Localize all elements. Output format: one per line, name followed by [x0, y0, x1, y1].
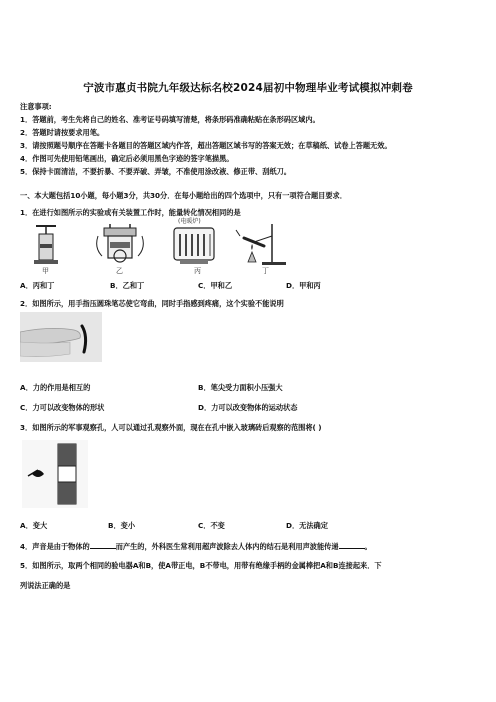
- notice-heading: 注意事项:: [20, 102, 52, 111]
- electric-heater-figure: [170, 224, 220, 266]
- figure-label-bing: 丙: [194, 267, 201, 275]
- finger-pen-photo: [20, 312, 102, 362]
- question-2-stem: 2．如图所示，用手指压圆珠笔芯使它弯曲，同时手指感到疼痛，这个实验不能说明: [20, 299, 284, 308]
- question-4-blank-1: [90, 542, 116, 549]
- notice-item-3: 3．请按照题号顺序在答题卡各题目的答题区域内作答，超出答题区域书写的答案无效；在草稿纸、试卷上答题无效。: [20, 141, 392, 150]
- heater-caption: (电暖炉): [178, 218, 201, 225]
- figure-label-yi: 乙: [116, 267, 123, 275]
- question-3-stem: 3．如图所示的军事观察孔，人可以通过孔观察外面，现在在孔中嵌入玻璃砖后观察的范围将( ): [20, 423, 322, 432]
- question-3-option-b: B．变小: [108, 521, 136, 530]
- question-4-blank-2: [339, 542, 365, 549]
- figure-label-jia: 甲: [42, 267, 49, 275]
- question-4-part-1: 4．声音是由于物体的: [20, 542, 90, 551]
- question-3-option-c: C．不变: [198, 521, 225, 530]
- question-4-stem: [20, 542, 372, 550]
- question-3-option-d: D．无法确定: [286, 521, 328, 530]
- question-2-option-b: B．笔尖受力面积小压强大: [198, 383, 283, 392]
- engine-figure: [90, 222, 150, 266]
- section-one-heading: 一、本大题包括10小题，每小题3分，共30分．在每小题给出的四个选项中，只有一项符合题目要求．: [20, 191, 347, 200]
- question-5-stem-line-2: 列说法正确的是: [20, 581, 71, 590]
- question-5-stem-line-1: 5．如图所示，取两个相同的验电器A和B，使A带正电，B不带电，用带有绝缘手柄的金属棒把A和B连接起来．下: [20, 561, 382, 570]
- notice-item-4: 4．作图可先使用铅笔画出，确定后必须用黑色字迹的签字笔描黑。: [20, 154, 234, 163]
- question-4-part-3: 。: [364, 542, 372, 551]
- question-2-option-c: C．力可以改变物体的形状: [20, 403, 105, 412]
- notice-item-2: 2．答题时请按要求用笔。: [20, 128, 105, 137]
- figure-label-ding: 丁: [262, 267, 269, 275]
- question-1-option-b: B．乙和丁: [110, 281, 145, 290]
- question-4-part-2: 而产生的，外科医生常利用超声波除去人体内的结石是利用声波能传递: [115, 542, 339, 551]
- test-tube-stand-figure: [232, 222, 288, 266]
- pump-cylinder-figure: [28, 222, 64, 266]
- question-1-stem: 1．在进行如图所示的实验或有关装置工作时，能量转化情况相同的是: [20, 208, 241, 217]
- question-2-option-d: D．力可以改变物体的运动状态: [198, 403, 298, 412]
- page-title: 宁波市惠贞书院九年级达标名校2024届初中物理毕业考试模拟冲刺卷: [83, 82, 413, 94]
- question-2-option-a: A．力的作用是相互的: [20, 383, 91, 392]
- question-1-option-a: A．丙和丁: [20, 281, 55, 290]
- question-1-figures: [18, 218, 478, 275]
- observation-hole-figure: [22, 440, 88, 508]
- question-1-option-c: C．甲和乙: [198, 281, 233, 290]
- notice-item-1: 1．答题前，考生先将自己的姓名、准考证号码填写清楚，将条形码准确粘贴在条形码区域内。: [20, 115, 320, 124]
- notice-item-5: 5．保持卡面清洁，不要折暴、不要弄破、弄皱，不准使用涂改液、修正带、刮纸刀。: [20, 167, 291, 176]
- question-1-option-d: D．甲和丙: [286, 281, 321, 290]
- question-3-option-a: A．变大: [20, 521, 48, 530]
